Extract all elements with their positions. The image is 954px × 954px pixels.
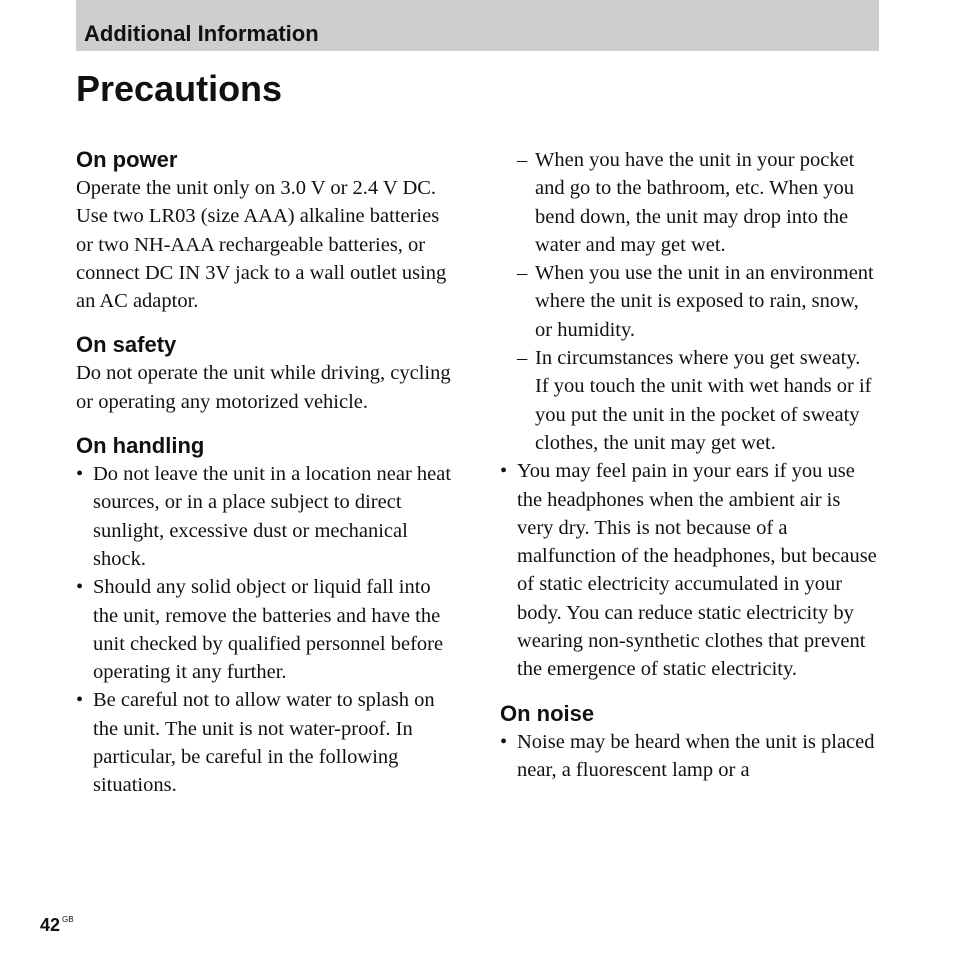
section-header-bar bbox=[76, 0, 879, 51]
page-number bbox=[40, 909, 74, 936]
list-item-text: In circumstances where you get sweaty. If you touch the unit with wet hands or if you put the unit in the pocket of sweaty clothes, the unit may get wet. bbox=[535, 347, 872, 454]
handling-list bbox=[76, 460, 456, 800]
list-item-text: You may feel pain in your ears if you use the headphones when the ambient air is very dry. This is not because of a malfunction of the headphones, but because of static electricity accumulated in your body. You can reduce static electricity by wearing non-synthetic clothes that prevent the emergence of static electricity. bbox=[517, 460, 877, 681]
page-title: Precautions bbox=[76, 68, 283, 109]
section-heading-power: On power bbox=[76, 147, 178, 172]
list-item bbox=[76, 573, 456, 686]
list-item-text: Noise may be heard when the unit is placed near, a fluorescent lamp or a bbox=[517, 730, 875, 781]
list-item bbox=[500, 728, 878, 785]
power-text: Operate the unit only on 3.0 V or 2.4 V DC. Use two LR03 (size AAA) alkaline batteries or two NH-AAA rechargeable batteries, or connect DC IN 3V jack to a wall outlet using an AC adaptor. bbox=[76, 177, 447, 313]
list-item bbox=[500, 457, 878, 683]
bullet-mark: • bbox=[76, 689, 84, 712]
dash-mark: – bbox=[517, 262, 528, 285]
left-column bbox=[76, 146, 456, 800]
bullet-mark: • bbox=[500, 730, 508, 753]
bullet-mark: • bbox=[500, 460, 508, 483]
list-item bbox=[500, 344, 878, 457]
bullet-mark: • bbox=[76, 463, 84, 486]
dash-mark: – bbox=[517, 149, 528, 171]
list-item bbox=[500, 259, 878, 344]
list-item bbox=[500, 146, 878, 259]
noise-list bbox=[500, 728, 878, 785]
list-item-text: When you have the unit in your pocket and go to the bathroom, etc. When you bend down, the unit may drop into the water and may get wet. bbox=[535, 149, 855, 256]
safety-text: Do not operate the unit while driving, cycling or operating any motorized vehicle. bbox=[76, 362, 451, 413]
section-label: Additional Information bbox=[84, 21, 319, 46]
list-item-text: Do not leave the unit in a location near heat sources, or in a place subject to direct sunlight, excessive dust or mechanical shock. bbox=[93, 463, 452, 570]
region-code: GB bbox=[62, 915, 74, 924]
page-number-value: 42 bbox=[40, 915, 61, 935]
section-heading-safety: On safety bbox=[76, 332, 177, 358]
list-item bbox=[76, 460, 456, 573]
list-item-text: Be careful not to allow water to splash on the unit. The unit is not water-proof. In particular, be careful in the following situations. bbox=[93, 689, 435, 797]
static-list bbox=[500, 457, 878, 683]
situations-list bbox=[500, 146, 878, 457]
spacer bbox=[76, 315, 456, 331]
list-item-text: When you use the unit in an environment where the unit is exposed to rain, snow, or humidity. bbox=[535, 262, 874, 341]
right-column bbox=[500, 146, 878, 784]
section-heading-handling: On handling bbox=[76, 433, 205, 459]
spacer bbox=[500, 684, 878, 700]
list-item-text: Should any solid object or liquid fall into the unit, remove the batteries and have the unit checked by qualified personnel before operating it any further. bbox=[93, 576, 444, 684]
spacer bbox=[76, 416, 456, 432]
section-heading-noise: On noise bbox=[500, 700, 595, 726]
bullet-mark: • bbox=[76, 576, 84, 599]
dash-mark: – bbox=[517, 347, 528, 370]
list-item bbox=[76, 686, 456, 799]
